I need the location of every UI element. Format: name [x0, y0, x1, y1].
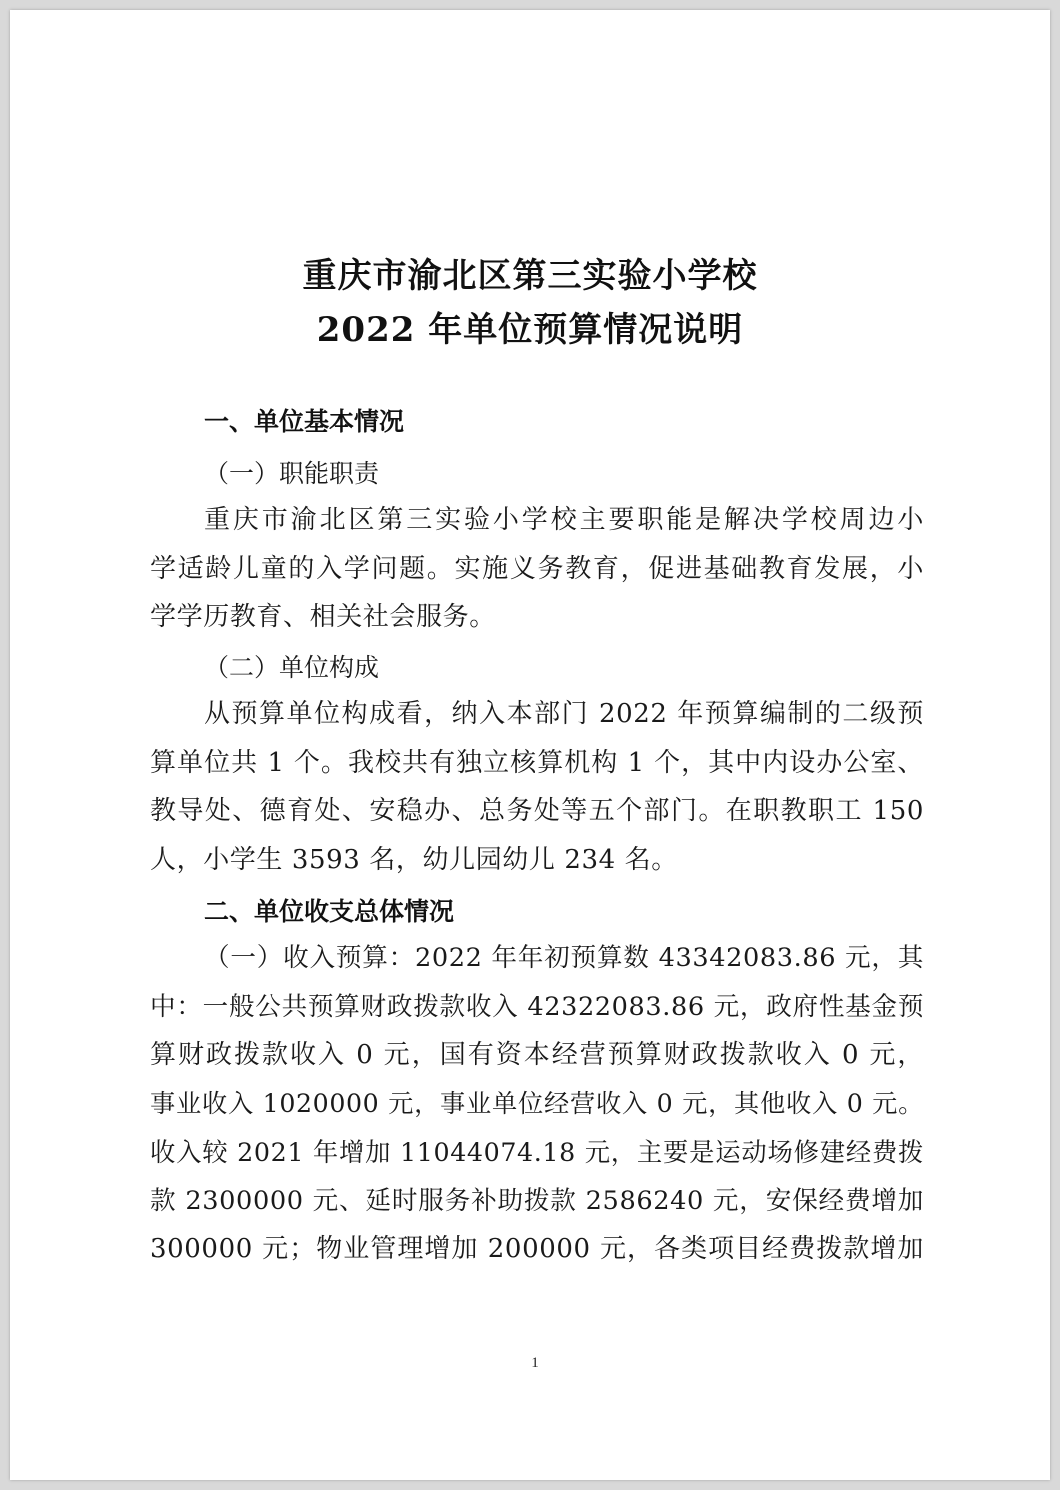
subsection-heading-functions: （一）职能职责 [204, 459, 380, 488]
paragraph-line: 重庆市渝北区第三实验小学校主要职能是解决学校周边小 [204, 505, 924, 535]
paragraph-line: 300000 元；物业管理增加 200000 元，各类项目经费拨款增加 [150, 1234, 924, 1264]
section-heading-overall-budget: 二、单位收支总体情况 [204, 897, 455, 926]
subsection-heading-composition: （二）单位构成 [204, 653, 380, 682]
paragraph-line: 款 2300000 元、延时服务补助拨款 2586240 元，安保经费增加 [150, 1185, 924, 1216]
section-heading-basic-info: 一、单位基本情况 [204, 407, 405, 436]
page-number: 1 [531, 1355, 539, 1371]
paragraph-line: 教导处、德育处、安稳办、总务处等五个部门。在职教职工 150 [150, 796, 924, 826]
document-title-line1: 重庆市渝北区第三实验小学校 [302, 256, 758, 296]
paragraph-line: 从预算单位构成看，纳入本部门 2022 年预算编制的二级预 [204, 699, 924, 729]
paragraph-line: 算财政拨款收入 0 元，国有资本经营预算财政拨款收入 0 元， [150, 1040, 924, 1070]
paragraph-composition [150, 690, 924, 884]
paragraph-line: 事业收入 1020000 元，事业单位经营收入 0 元，其他收入 0 元。 [150, 1088, 924, 1118]
paragraph-line: 中：一般公共预算财政拨款收入 42322083.86 元，政府性基金预 [150, 991, 924, 1022]
paragraph-line: 算单位共 1 个。我校共有独立核算机构 1 个，其中内设办公室、 [150, 747, 924, 778]
paragraph-line: 人，小学生 3593 名，幼儿园幼儿 234 名。 [150, 844, 678, 875]
paragraph-line: 学适龄儿童的入学问题。实施义务教育，促进基础教育发展，小 [150, 553, 924, 584]
paragraph-functions [150, 496, 924, 642]
document-page [10, 10, 1050, 1480]
document-title-line2: 2022 年单位预算情况说明 [316, 310, 744, 350]
paragraph-income-budget [150, 934, 924, 1274]
paragraph-line: 收入较 2021 年增加 11044074.18 元，主要是运动场修建经费拨 [150, 1137, 924, 1167]
paragraph-line: 学学历教育、相关社会服务。 [150, 602, 496, 632]
paragraph-line: （一）收入预算：2022 年年初预算数 43342083.86 元，其 [204, 943, 924, 973]
